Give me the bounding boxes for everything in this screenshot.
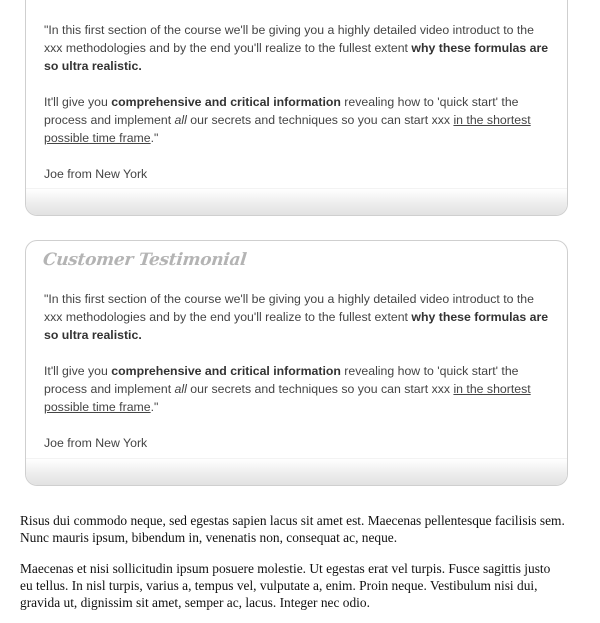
quote-emphasis: why these formulas are so ultra realistic. (44, 310, 549, 342)
testimonial-author: Joe from New York (44, 436, 148, 450)
quote-text: It'll give you (44, 95, 112, 109)
card-footer-gradient (26, 188, 567, 215)
testimonial-body (44, 290, 549, 452)
card-footer-gradient (26, 458, 567, 485)
quote-text: revealing how to 'quick start' the process and implement (44, 364, 519, 396)
quote-text: our secrets and techniques so you can start xxx (186, 113, 454, 127)
quote-underline: in the shortest possible time frame (44, 382, 531, 414)
testimonial-quote-paragraph-2 (44, 93, 549, 147)
testimonial-card (25, 240, 568, 486)
quote-text: It'll give you (44, 364, 112, 378)
testimonial-quote-paragraph-2 (44, 362, 549, 416)
quote-text: our secrets and techniques so you can start xxx (186, 382, 454, 396)
testimonial-quote-paragraph-1 (44, 21, 549, 75)
quote-italic: all (174, 382, 187, 396)
quote-text: revealing how to 'quick start' the process and implement (44, 95, 519, 127)
testimonial-body (44, 21, 549, 183)
quote-emphasis: comprehensive and critical information (111, 95, 341, 109)
testimonial-author: Joe from New York (44, 167, 148, 181)
testimonial-card (25, 0, 568, 216)
article-paragraph: Maecenas et nisi sollicitudin ipsum posuere molestie. Ut egestas erat vel turpis. Fusce sagittis justo eu tellus. In nisl turpis, varius a, tempus vel, vulputate a, enim. Proin neque. Vestibulum nisi dui, gravida ut, dignissim sit amet, semper ac, lacus. Integer nec odio. (20, 561, 551, 610)
quote-text: ." (150, 131, 159, 145)
testimonial-title: Customer Testimonial (41, 250, 248, 270)
quote-emphasis: comprehensive and critical information (111, 364, 341, 378)
quote-text: "In this first section of the course we'll be giving you a highly detailed video introduct to the xxx methodologies and by the end you'll realize to the fullest extent (44, 292, 534, 324)
quote-text: ." (150, 400, 159, 414)
article-body (20, 512, 565, 611)
article-paragraph: Risus dui commodo neque, sed egestas sapien lacus sit amet est. Maecenas pellentesque facilisis sem. Nunc mauris ipsum, bibendum in, venenatis non, consequat ac, neque. (20, 513, 565, 545)
quote-text: "In this first section of the course we'll be giving you a highly detailed video introduct to the xxx methodologies and by the end you'll realize to the fullest extent (44, 23, 534, 55)
quote-emphasis: why these formulas are so ultra realistic. (44, 41, 549, 73)
testimonial-quote-paragraph-1 (44, 290, 549, 344)
quote-italic: all (174, 113, 187, 127)
quote-underline: in the shortest possible time frame (44, 113, 531, 145)
